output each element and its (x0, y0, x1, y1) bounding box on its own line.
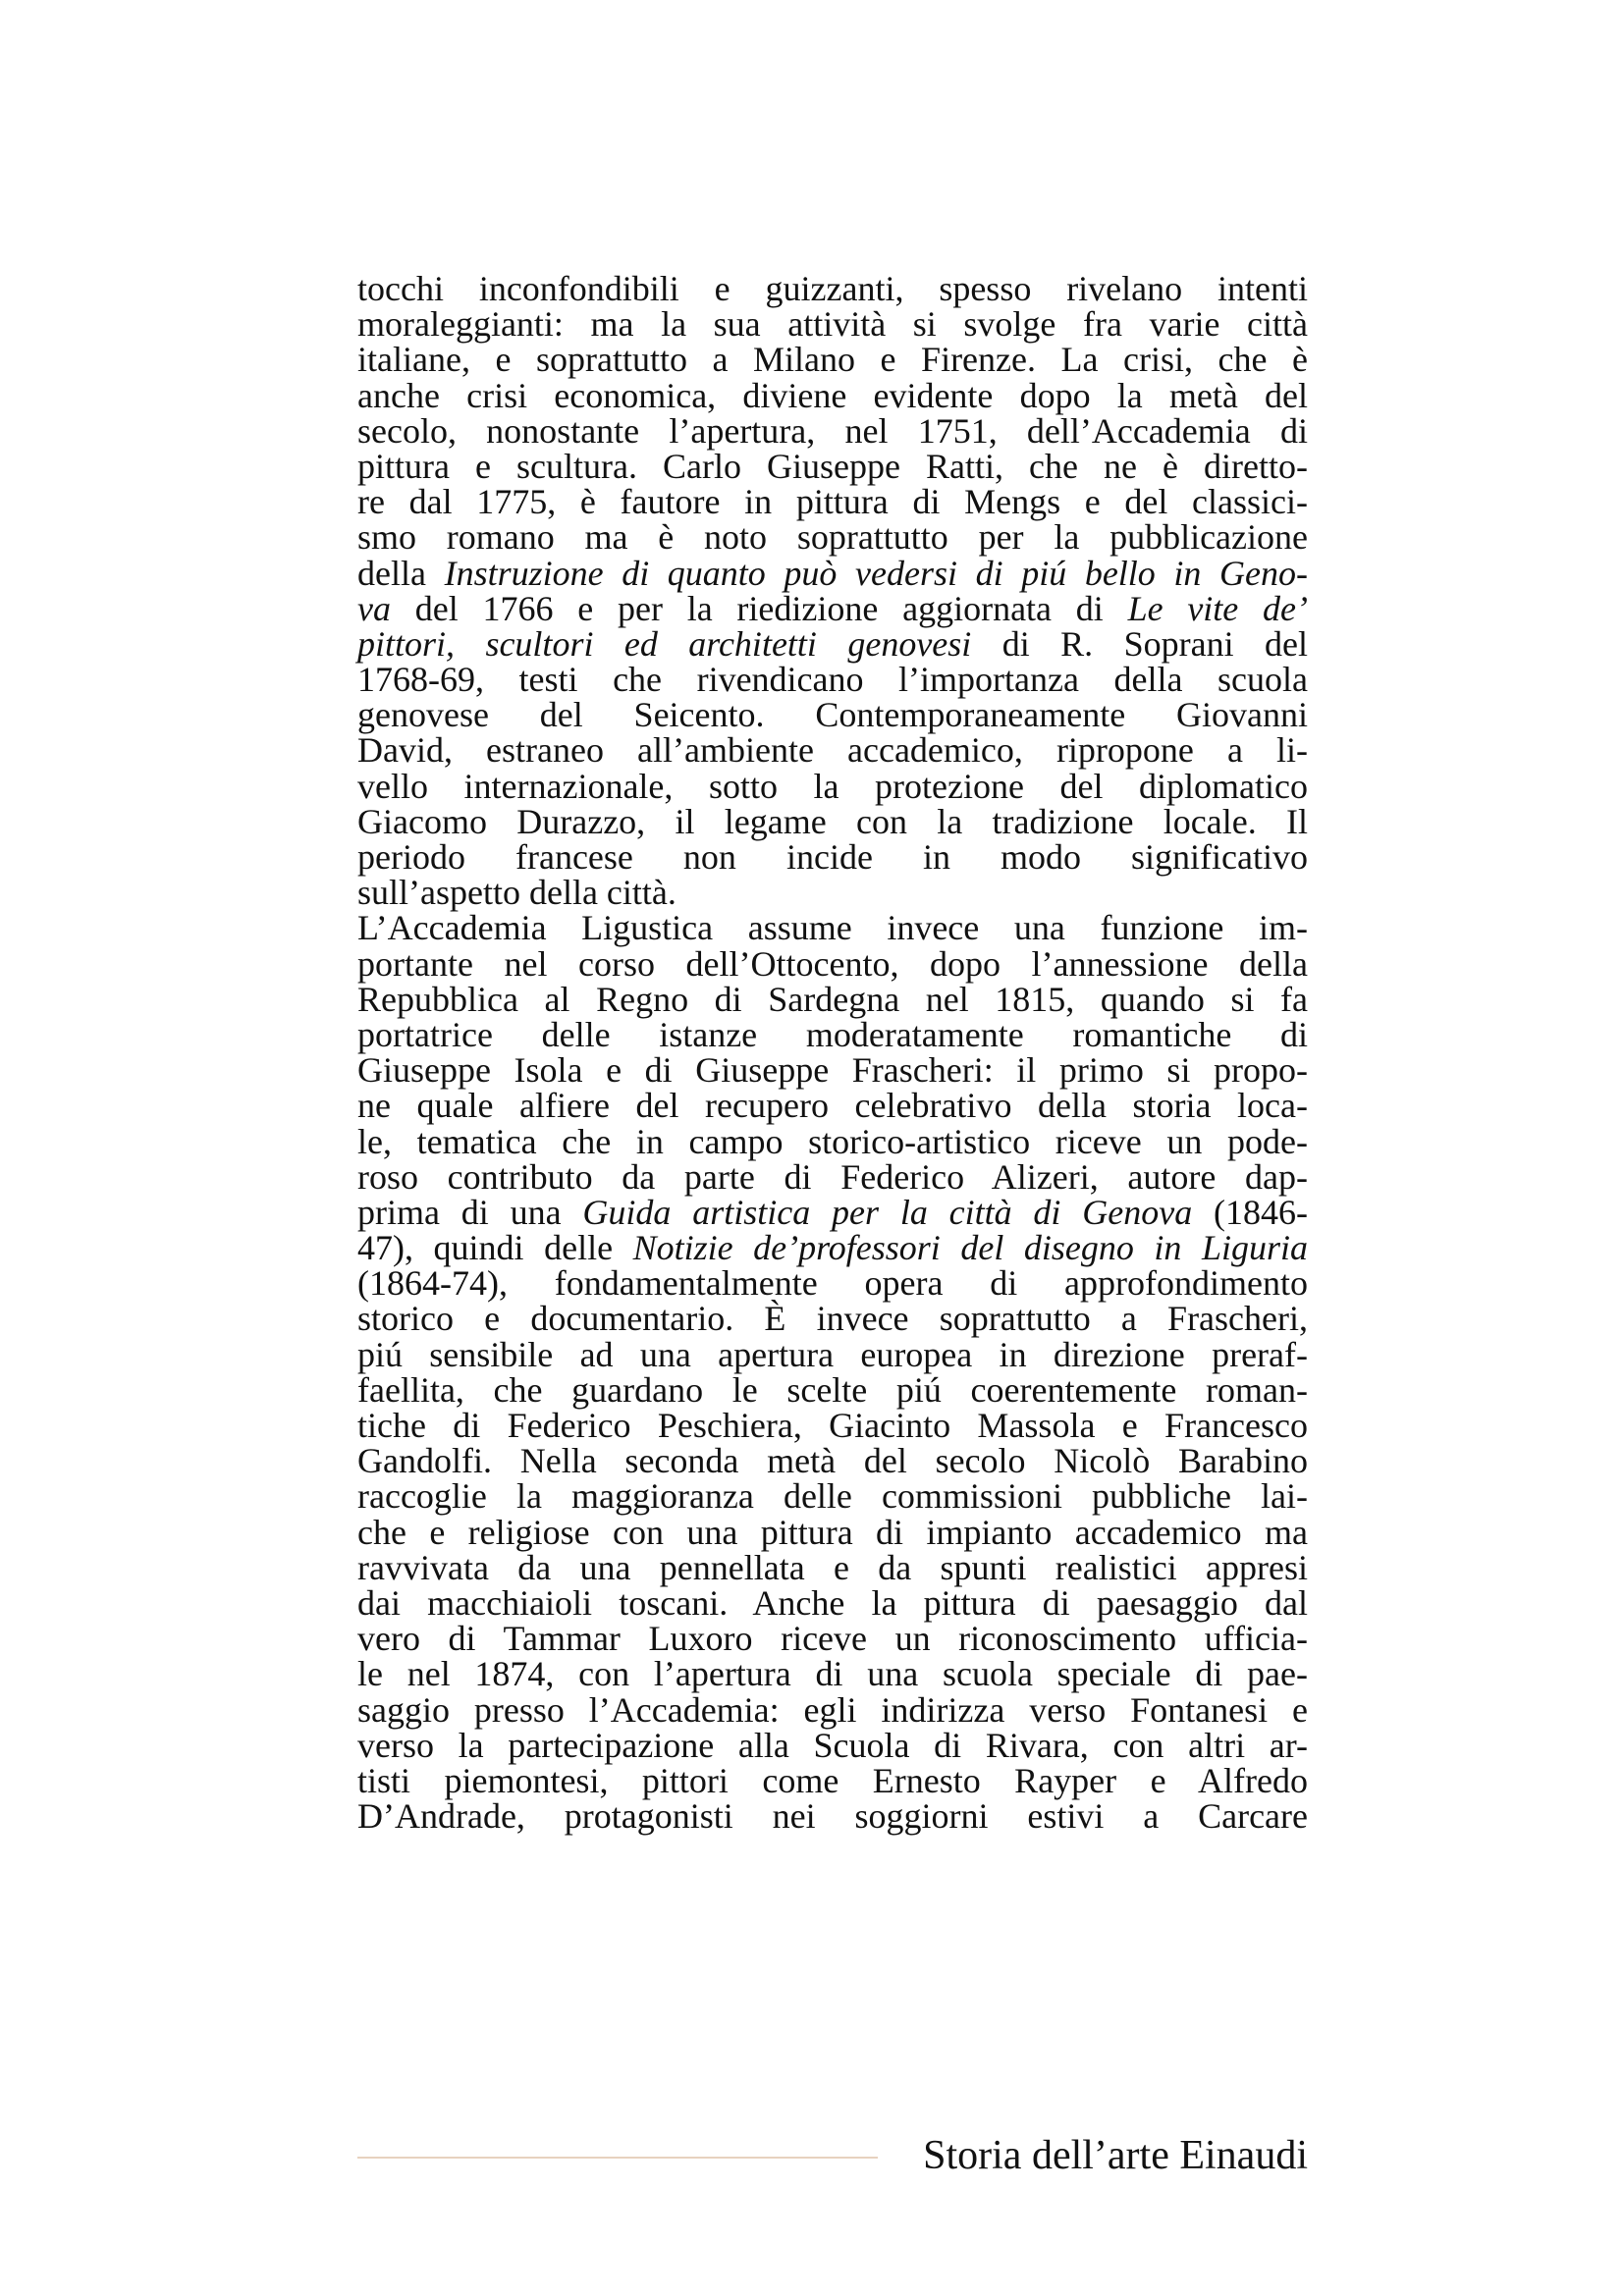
text-segment: (1846- (1192, 1192, 1308, 1232)
text-segment: anche crisi economica, diviene evidente dopo la metà del (357, 375, 1308, 415)
text-line (357, 1582, 1308, 1623)
text-line (357, 446, 1308, 486)
text-segment: smo romano ma è noto soprattutto per la pubblicazione (357, 517, 1308, 558)
text-segment: tiche di Federico Peschiera, Giacinto Massola e Francesco (357, 1406, 1308, 1445)
text-segment: prima di una (357, 1192, 583, 1232)
text-segment: moraleggianti: ma la sua attività si svolge fra varie città (357, 304, 1308, 345)
text-segment: Repubblica al Regno di Sardegna nel 1815, quando si fa (357, 979, 1308, 1019)
text-segment: secolo, nonostante l’apertura, nel 1751, dell’Accademia di (357, 410, 1308, 451)
text-line (357, 623, 1309, 664)
text-segment: raccoglie la maggioranza delle commissioni pubbliche lai- (357, 1476, 1308, 1517)
text-line (357, 730, 1308, 771)
text-segment: vello internazionale, sotto la protezione del diplomatico (357, 766, 1308, 806)
text-segment: 1768-69, testi che rivendicano l’importanza della scuola (357, 660, 1308, 700)
text-line (357, 1228, 1308, 1268)
text-segment: 47), quindi delle (357, 1228, 633, 1268)
text-line (357, 1299, 1308, 1339)
text-line (357, 1014, 1308, 1054)
text-segment: le nel 1874, con l’apertura di una scuola speciale di pae- (357, 1654, 1308, 1694)
text-segment: verso la partecipazione alla Scuola di Rivara, con altri ar- (357, 1725, 1308, 1765)
text-line (357, 1654, 1308, 1694)
text-line (357, 1192, 1308, 1232)
text-segment: sull’aspetto della città. (357, 873, 676, 913)
text-line (357, 908, 1308, 948)
italic-title-segment: Le vite de’ (1127, 588, 1309, 628)
text-line (357, 1441, 1308, 1481)
text-segment: faellita, che guardano le scelte piú coerentemente roman- (357, 1369, 1308, 1410)
text-segment: che e religiose con una pittura di impianto accademico ma (357, 1512, 1308, 1552)
italic-title-segment: Instruzione di quanto può vedersi di piú bello in Geno- (444, 553, 1308, 593)
text-segment: ravvivata da una pennellata e da spunti realistici appresi (357, 1547, 1308, 1587)
text-line (357, 1086, 1308, 1126)
text-line (357, 1050, 1308, 1091)
text-segment: re dal 1775, è fautore in pittura di Mengs e del classici- (357, 482, 1308, 522)
text-line (357, 588, 1309, 628)
text-line (357, 1547, 1308, 1587)
text-segment: portatrice delle istanze moderatamente romantiche di (357, 1014, 1308, 1054)
text-segment: italiane, e soprattutto a Milano e Firenze. La crisi, che è (357, 340, 1308, 380)
footer-rule (357, 2157, 878, 2159)
text-line (357, 304, 1308, 345)
italic-title-segment: va (357, 588, 391, 628)
text-line (357, 1796, 1308, 1837)
text-segment: (1864-74), fondamentalmente opera di approfondimento (357, 1263, 1308, 1304)
text-segment: del 1766 e per la riedizione aggiornata di (390, 588, 1128, 628)
text-line (357, 271, 1308, 306)
text-line (357, 1263, 1308, 1304)
body-text (357, 269, 1309, 1837)
text-line (357, 979, 1308, 1019)
text-line (357, 553, 1308, 593)
text-segment: David, estraneo all’ambiente accademico, ripropone a li- (357, 730, 1308, 771)
text-line (357, 873, 1308, 913)
text-segment: storico e documentario. È invece soprattutto a Frascheri, (357, 1299, 1308, 1339)
italic-title-segment: Notizie de’professori del disegno in Liguria (632, 1228, 1308, 1268)
text-segment: L’Accademia Ligustica assume invece una funzione im- (357, 908, 1308, 948)
text-segment: Giacomo Durazzo, il legame con la tradizione locale. Il (357, 801, 1308, 841)
text-line (357, 766, 1308, 806)
italic-title-segment: pittori, scultori ed architetti genovesi (357, 623, 972, 664)
text-line (357, 1689, 1308, 1730)
text-line (357, 660, 1308, 700)
text-line (357, 1121, 1308, 1161)
text-line (357, 340, 1308, 380)
text-line (357, 410, 1308, 451)
text-line (357, 1725, 1308, 1765)
text-line (357, 1512, 1308, 1552)
text-segment: Gandolfi. Nella seconda metà del secolo Nicolò Barabino (357, 1441, 1308, 1481)
text-segment: le, tematica che in campo storico-artistico riceve un pode- (357, 1121, 1308, 1161)
text-line (357, 517, 1308, 558)
text-segment: tisti piemontesi, pittori come Ernesto Rayper e Alfredo (357, 1760, 1308, 1800)
text-line (357, 1334, 1308, 1374)
text-segment: genovese del Seicento. Contemporaneamente Giovanni (357, 695, 1308, 735)
text-line (357, 1369, 1308, 1410)
text-line (357, 1760, 1308, 1800)
text-segment: pittura e scultura. Carlo Giuseppe Ratti, che ne è diretto- (357, 446, 1308, 486)
text-line (357, 943, 1308, 984)
text-line (357, 1476, 1308, 1517)
text-line (357, 695, 1308, 735)
text-segment: portante nel corso dell’Ottocento, dopo l’annessione della (357, 943, 1308, 984)
text-line (357, 1619, 1308, 1659)
text-segment: Giuseppe Isola e di Giuseppe Frascheri: il primo si propo- (357, 1050, 1308, 1091)
text-segment: periodo francese non incide in modo significativo (357, 837, 1308, 877)
text-segment: D’Andrade, protagonisti nei soggiorni estivi a Carcare (357, 1796, 1308, 1837)
text-segment: tocchi inconfondibili e guizzanti, spesso rivelano intenti (357, 269, 1308, 308)
text-line (357, 839, 1308, 875)
footer-title: Storia dell’arte Einaudi (923, 2133, 1308, 2178)
text-line (357, 801, 1308, 841)
text-line (357, 375, 1308, 415)
text-segment: saggio presso l’Accademia: egli indirizza verso Fontanesi e (357, 1689, 1308, 1730)
text-segment: dai macchiaioli toscani. Anche la pittura di paesaggio dal (357, 1582, 1308, 1623)
text-segment: roso contributo da parte di Federico Alizeri, autore dap- (357, 1156, 1308, 1197)
text-line (357, 1156, 1308, 1197)
text-segment: piú sensibile ad una apertura europea in direzione preraf- (357, 1334, 1308, 1374)
text-segment: di R. Soprani del (971, 623, 1309, 664)
text-segment: vero di Tammar Luxoro riceve un riconoscimento ufficia- (357, 1619, 1308, 1659)
text-line (357, 482, 1308, 522)
text-line (357, 1408, 1308, 1443)
italic-title-segment: Guida artistica per la città di Genova (582, 1192, 1193, 1232)
text-segment: ne quale alfiere del recupero celebrativo della storia loca- (357, 1086, 1308, 1126)
text-segment: della (357, 553, 445, 593)
